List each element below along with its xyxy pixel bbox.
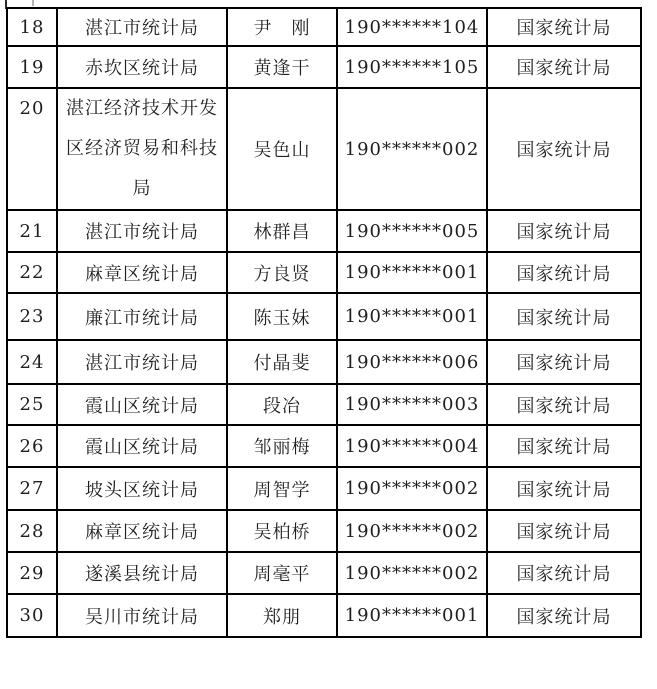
name-cell: 林群昌 [227, 210, 337, 252]
row-number-cell: 29 [7, 552, 57, 594]
name-cell: 吴柏桥 [227, 510, 337, 552]
row-number-cell: 19 [7, 46, 57, 88]
authority-cell: 国家统计局 [487, 340, 641, 384]
row-number-cell: 22 [7, 252, 57, 293]
authority-cell: 国家统计局 [487, 210, 641, 252]
table-row [7, 467, 641, 510]
statistics-personnel-table [6, 7, 642, 638]
table-row [7, 88, 641, 210]
id-number-cell: 190******002 [337, 88, 487, 210]
id-number-cell: 190******002 [337, 552, 487, 594]
name-cell: 周智学 [227, 467, 337, 510]
id-number-cell: 190******006 [337, 340, 487, 384]
table-row [7, 8, 641, 46]
id-number-cell: 190******105 [337, 46, 487, 88]
org-cell: 廉江市统计局 [57, 293, 227, 340]
name-cell: 吴色山 [227, 88, 337, 210]
name-cell: 付晶斐 [227, 340, 337, 384]
table-row [7, 46, 641, 88]
id-number-cell: 190******001 [337, 293, 487, 340]
id-number-cell: 190******001 [337, 594, 487, 637]
authority-cell: 国家统计局 [487, 510, 641, 552]
name-cell: 黄逢干 [227, 46, 337, 88]
row-number-cell: 27 [7, 467, 57, 510]
org-cell: 赤坎区统计局 [57, 46, 227, 88]
table-row [7, 252, 641, 293]
authority-cell: 国家统计局 [487, 46, 641, 88]
authority-cell: 国家统计局 [487, 8, 641, 46]
org-cell: 麻章区统计局 [57, 510, 227, 552]
authority-cell: 国家统计局 [487, 252, 641, 293]
id-number-cell: 190******002 [337, 510, 487, 552]
table-row [7, 425, 641, 467]
org-cell: 遂溪县统计局 [57, 552, 227, 594]
org-cell: 坡头区统计局 [57, 467, 227, 510]
org-cell: 湛江市统计局 [57, 340, 227, 384]
table-row [7, 210, 641, 252]
row-number-cell: 23 [7, 293, 57, 340]
name-cell: 郑朋 [227, 594, 337, 637]
crop-artifact-gray-mark [32, 0, 34, 6]
org-cell: 霞山区统计局 [57, 425, 227, 467]
authority-cell: 国家统计局 [487, 293, 641, 340]
org-cell: 麻章区统计局 [57, 252, 227, 293]
authority-cell: 国家统计局 [487, 88, 641, 210]
row-number-cell: 21 [7, 210, 57, 252]
name-cell: 方良贤 [227, 252, 337, 293]
row-number-cell: 18 [7, 8, 57, 46]
id-number-cell: 190******004 [337, 425, 487, 467]
authority-cell: 国家统计局 [487, 425, 641, 467]
table-row [7, 293, 641, 340]
row-number-cell: 20 [7, 88, 57, 210]
table-row [7, 594, 641, 637]
name-cell: 邹丽梅 [227, 425, 337, 467]
table-row [7, 340, 641, 384]
authority-cell: 国家统计局 [487, 384, 641, 425]
table-row [7, 552, 641, 594]
id-number-cell: 190******104 [337, 8, 487, 46]
row-number-cell: 25 [7, 384, 57, 425]
id-number-cell: 190******003 [337, 384, 487, 425]
org-cell: 湛江经济技术开发区经济贸易和科技局 [57, 88, 227, 210]
org-cell: 吴川市统计局 [57, 594, 227, 637]
authority-cell: 国家统计局 [487, 467, 641, 510]
row-number-cell: 28 [7, 510, 57, 552]
row-number-cell: 26 [7, 425, 57, 467]
row-number-cell: 24 [7, 340, 57, 384]
authority-cell: 国家统计局 [487, 552, 641, 594]
table-row [7, 510, 641, 552]
row-number-cell: 30 [7, 594, 57, 637]
org-cell: 霞山区统计局 [57, 384, 227, 425]
name-cell: 周毫平 [227, 552, 337, 594]
name-cell: 陈玉妹 [227, 293, 337, 340]
authority-cell: 国家统计局 [487, 594, 641, 637]
id-number-cell: 190******005 [337, 210, 487, 252]
id-number-cell: 190******001 [337, 252, 487, 293]
id-number-cell: 190******002 [337, 467, 487, 510]
name-cell: 尹 刚 [227, 8, 337, 46]
table-row [7, 384, 641, 425]
org-cell: 湛江市统计局 [57, 8, 227, 46]
org-cell: 湛江市统计局 [57, 210, 227, 252]
name-cell: 段冶 [227, 384, 337, 425]
